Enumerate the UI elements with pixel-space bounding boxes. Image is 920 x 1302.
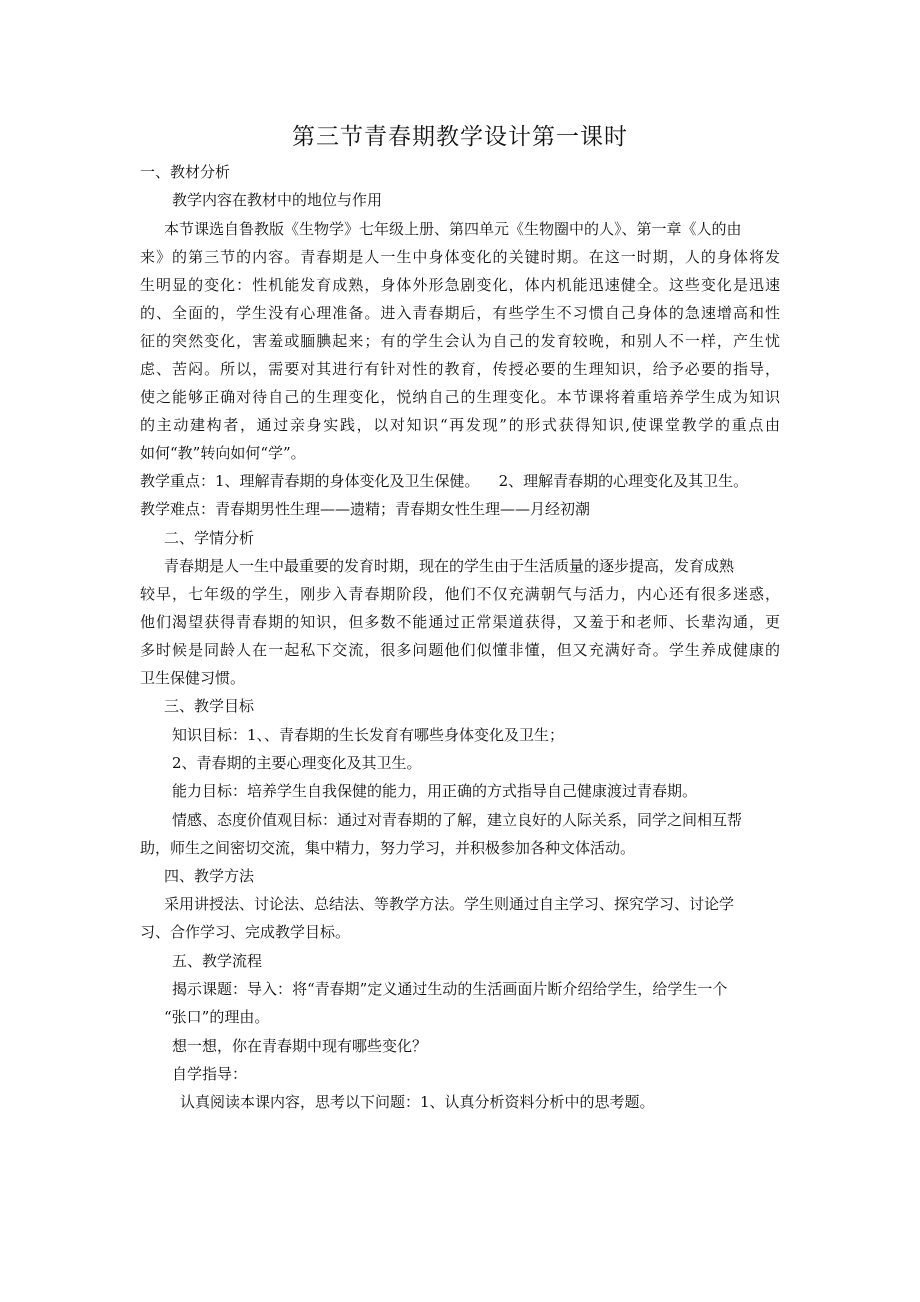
section-heading-teaching-process: 五、教学流程	[172, 952, 263, 970]
section-heading-student-analysis: 二、学情分析	[164, 529, 255, 547]
paragraph-line: 虑、苦闷。所以，需要对其进行有针对性的教育，传授必要的生理知识，给予必要的指导，	[140, 360, 780, 378]
paragraph-line: 征的突然变化，害羞或腼腆起来；有的学生会认为自己的发育较晚，和别人不一样，产生忧	[140, 332, 780, 350]
self-study-guide-label: 自学指导：	[172, 1065, 248, 1083]
emotion-goal-line: 情感、态度价值观目标：通过对青春期的了解，建立良好的人际关系，同学之间相互帮	[172, 811, 743, 829]
paragraph-line: 来》的第三节的内容。青春期是人一生中身体变化的关键时期。在这一时期，人的身体将发	[140, 248, 780, 266]
paragraph-line: 他们渴望获得青春期的知识，但多数不能通过正常渠道获得，又羞于和老师、长辈沟通，更	[140, 613, 780, 631]
section-heading-textbook-analysis: 一、教材分析	[140, 163, 231, 181]
section-heading-teaching-goals: 三、教学目标	[164, 697, 255, 715]
document-title: 第三节青春期教学设计第一课时	[292, 124, 628, 150]
paragraph-line: 习、合作学习、完成教学目标。	[140, 923, 351, 941]
knowledge-goal-line: 2、青春期的主要心理变化及其卫生。	[172, 754, 422, 772]
paragraph-line: 卫生保健习惯。	[140, 669, 246, 687]
process-intro-line: 揭示课题：导入：将“青春期”定义通过生动的生活画面片断介绍给学生，给学生一个	[172, 980, 728, 998]
paragraph-line: 较早，七年级的学生，刚步入青春期阶段，他们不仅充满朝气与活力，内心还有很多迷惑，	[140, 585, 780, 603]
paragraph-line: 青春期是人一生中最重要的发育时期，现在的学生由于生活质量的逐步提高，发育成熟	[164, 557, 735, 575]
section-heading-teaching-methods: 四、教学方法	[164, 867, 255, 885]
paragraph-line: 本节课选自鲁教版《生物学》七年级上册、第四单元《生物圈中的人》、第一章《人的由	[164, 220, 742, 238]
difficult-points: 教学难点：青春期男性生理——遗精；青春期女性生理——月经初潮	[140, 500, 591, 518]
paragraph-line: 采用讲授法、讨论法、总结法、等教学方法。学生则通过自主学习、探究学习、讨论学	[164, 895, 735, 913]
paragraph-line: 使之能够正确对待自己的生理变化，悦纳自己的生理变化。本节课将着重培养学生成为知识	[140, 388, 780, 406]
reading-instruction: 认真阅读本课内容，思考以下问题：1、认真分析资料分析中的思考题。	[180, 1093, 655, 1111]
paragraph-line: 多时候是同龄人在一起私下交流，很多问题他们似懂非懂，但又充满好奇。学生养成健康的	[140, 641, 780, 659]
ability-goal: 能力目标：培养学生自我保健的能力，用正确的方式指导自己健康渡过青春期。	[172, 782, 698, 800]
paragraph-line: 如何“教”转向如何“学”。	[140, 444, 306, 462]
emotion-goal-line: 助，师生之间密切交流，集中精力，努力学习，并积极参加各种文体活动。	[140, 839, 636, 857]
paragraph-line: 的、全面的，学生没有心理准备。进入青春期后，有些学生不习惯自己身体的急速增高和性	[140, 304, 780, 322]
paragraph-line: 的主动建构者，通过亲身实践，以对知识“再发现”的形式获得知识,使课堂教学的重点由	[140, 416, 780, 434]
key-points: 教学重点：1、理解青春期的身体变化及卫生保健。 2、理解青春期的心理变化及其卫生。	[140, 472, 749, 490]
think-prompt: 想一想，你在青春期中现有哪些变化？	[172, 1037, 428, 1055]
knowledge-goal-line: 知识目标：1、、青春期的生长发育有哪些身体变化及卫生；	[172, 726, 565, 744]
paragraph-line: 生明显的变化：性机能发育成熟，身体外形急剧变化，体内机能迅速健全。这些变化是迅速	[140, 276, 780, 294]
process-intro-line: “张口”的理由。	[164, 1008, 270, 1026]
subheading-content-position: 教学内容在教材中的地位与作用	[172, 191, 383, 209]
